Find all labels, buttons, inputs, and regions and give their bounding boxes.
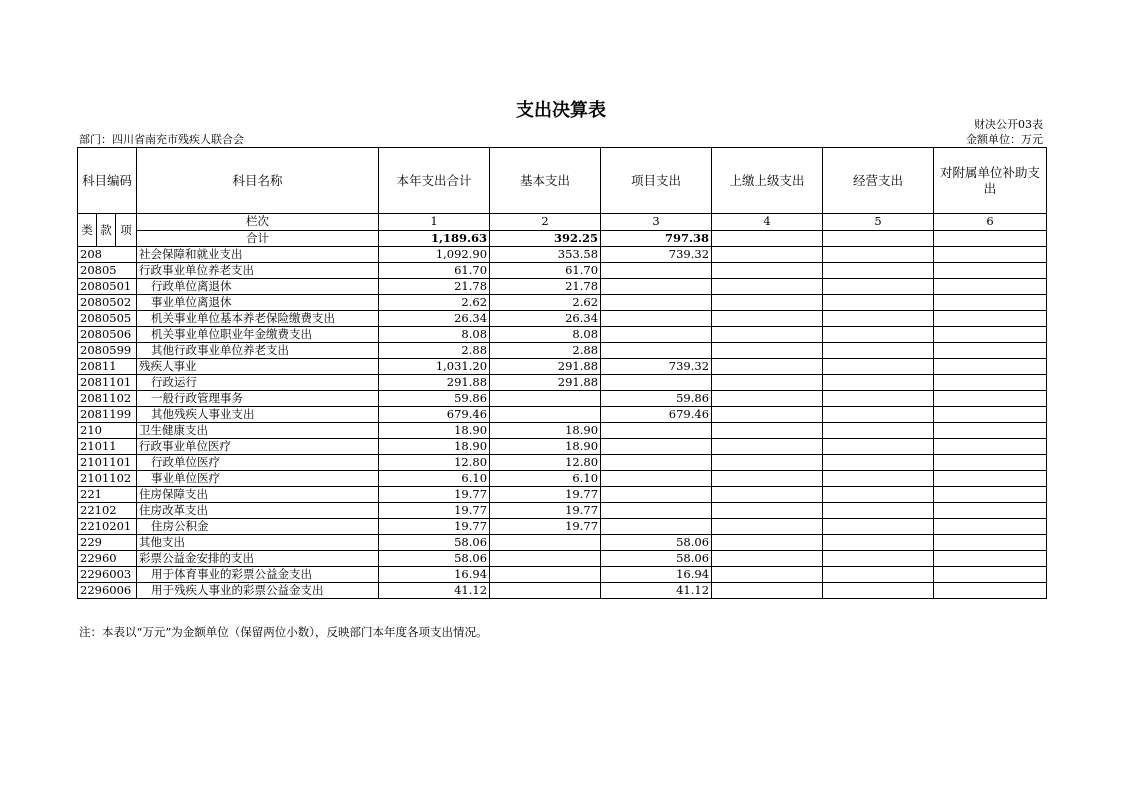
row-subsidiary xyxy=(934,359,1047,375)
column-number: 2 xyxy=(490,214,601,231)
header-project: 项目支出 xyxy=(601,148,712,214)
table-row xyxy=(78,375,1047,391)
row-code: 210 xyxy=(78,423,137,439)
row-project xyxy=(601,295,712,311)
row-subsidiary xyxy=(934,263,1047,279)
total-row xyxy=(78,230,1047,247)
table-row xyxy=(78,279,1047,295)
table-row xyxy=(78,359,1047,375)
table-row xyxy=(78,519,1047,535)
row-basic: 291.88 xyxy=(490,375,601,391)
row-code: 2080599 xyxy=(78,343,137,359)
row-subsidiary xyxy=(934,503,1047,519)
row-business xyxy=(823,359,934,375)
row-subsidiary xyxy=(934,583,1047,599)
row-total: 26.34 xyxy=(379,311,490,327)
row-code: 208 xyxy=(78,247,137,263)
header-kuan: 款 xyxy=(97,214,116,247)
row-business xyxy=(823,551,934,567)
row-total: 18.90 xyxy=(379,439,490,455)
row-code: 20805 xyxy=(78,263,137,279)
column-number: 3 xyxy=(601,214,712,231)
footnote: 注：本表以“万元”为金额单位（保留两位小数），反映部门本年度各项支出情况。 xyxy=(79,625,488,639)
row-upper xyxy=(712,407,823,423)
column-number-row xyxy=(78,214,1047,231)
row-business xyxy=(823,583,934,599)
row-business xyxy=(823,423,934,439)
row-project: 16.94 xyxy=(601,567,712,583)
row-code: 21011 xyxy=(78,439,137,455)
row-upper xyxy=(712,391,823,407)
row-project xyxy=(601,487,712,503)
row-subsidiary xyxy=(934,375,1047,391)
row-name: 事业单位医疗 xyxy=(137,471,379,487)
row-business xyxy=(823,343,934,359)
column-number: 4 xyxy=(712,214,823,231)
row-basic xyxy=(490,583,601,599)
row-upper xyxy=(712,535,823,551)
row-upper xyxy=(712,519,823,535)
row-code: 2081102 xyxy=(78,391,137,407)
row-business xyxy=(823,455,934,471)
row-name: 行政事业单位医疗 xyxy=(137,439,379,455)
row-code: 229 xyxy=(78,535,137,551)
row-business xyxy=(823,391,934,407)
table-row xyxy=(78,391,1047,407)
row-subsidiary xyxy=(934,567,1047,583)
header-business: 经营支出 xyxy=(823,148,934,214)
row-total: 16.94 xyxy=(379,567,490,583)
row-business xyxy=(823,407,934,423)
row-basic: 19.77 xyxy=(490,487,601,503)
total-project: 797.38 xyxy=(601,230,712,247)
row-code: 22102 xyxy=(78,503,137,519)
table-row xyxy=(78,487,1047,503)
table-row xyxy=(78,407,1047,423)
row-project xyxy=(601,279,712,295)
row-total: 59.86 xyxy=(379,391,490,407)
row-total: 19.77 xyxy=(379,487,490,503)
row-total: 58.06 xyxy=(379,535,490,551)
table-row xyxy=(78,439,1047,455)
row-basic: 61.70 xyxy=(490,263,601,279)
table-row xyxy=(78,311,1047,327)
row-upper xyxy=(712,279,823,295)
row-business xyxy=(823,327,934,343)
row-subsidiary xyxy=(934,439,1047,455)
row-code: 2080502 xyxy=(78,295,137,311)
table-row xyxy=(78,551,1047,567)
row-subsidiary xyxy=(934,391,1047,407)
row-basic: 8.08 xyxy=(490,327,601,343)
row-name: 住房保障支出 xyxy=(137,487,379,503)
row-name: 卫生健康支出 xyxy=(137,423,379,439)
row-name: 用于体育事业的彩票公益金支出 xyxy=(137,567,379,583)
row-name: 机关事业单位职业年金缴费支出 xyxy=(137,327,379,343)
row-upper xyxy=(712,295,823,311)
row-upper xyxy=(712,455,823,471)
header-code: 科目编码 xyxy=(78,148,137,214)
unit-label: 金额单位：万元 xyxy=(966,133,1043,146)
row-total: 61.70 xyxy=(379,263,490,279)
table-row xyxy=(78,247,1047,263)
row-business xyxy=(823,375,934,391)
row-upper xyxy=(712,311,823,327)
row-basic xyxy=(490,391,601,407)
row-total: 291.88 xyxy=(379,375,490,391)
row-total: 21.78 xyxy=(379,279,490,295)
row-total: 18.90 xyxy=(379,423,490,439)
row-basic: 291.88 xyxy=(490,359,601,375)
row-basic: 19.77 xyxy=(490,519,601,535)
row-name: 社会保障和就业支出 xyxy=(137,247,379,263)
row-basic: 2.88 xyxy=(490,343,601,359)
row-upper xyxy=(712,439,823,455)
row-project xyxy=(601,263,712,279)
row-business xyxy=(823,519,934,535)
page-title: 支出决算表 xyxy=(516,100,606,121)
header-basic: 基本支出 xyxy=(490,148,601,214)
total-amount: 1,189.63 xyxy=(379,230,490,247)
row-code: 2210201 xyxy=(78,519,137,535)
row-total: 1,092.90 xyxy=(379,247,490,263)
row-project: 739.32 xyxy=(601,247,712,263)
row-name: 事业单位离退休 xyxy=(137,295,379,311)
row-subsidiary xyxy=(934,423,1047,439)
row-total: 1,031.20 xyxy=(379,359,490,375)
row-business xyxy=(823,247,934,263)
total-basic: 392.25 xyxy=(490,230,601,247)
form-number: 财决公开03表 xyxy=(974,118,1043,131)
row-name: 其他残疾人事业支出 xyxy=(137,407,379,423)
table-row xyxy=(78,455,1047,471)
total-business xyxy=(823,230,934,247)
row-code: 20811 xyxy=(78,359,137,375)
table-row xyxy=(78,567,1047,583)
row-business xyxy=(823,263,934,279)
row-business xyxy=(823,567,934,583)
row-project xyxy=(601,343,712,359)
row-project xyxy=(601,503,712,519)
header-upper: 上缴上级支出 xyxy=(712,148,823,214)
row-total: 679.46 xyxy=(379,407,490,423)
header-row xyxy=(78,148,1047,214)
row-basic: 6.10 xyxy=(490,471,601,487)
row-business xyxy=(823,311,934,327)
row-basic xyxy=(490,551,601,567)
row-subsidiary xyxy=(934,407,1047,423)
row-code: 2296003 xyxy=(78,567,137,583)
row-code: 221 xyxy=(78,487,137,503)
table-row xyxy=(78,583,1047,599)
row-basic: 19.77 xyxy=(490,503,601,519)
row-business xyxy=(823,471,934,487)
row-subsidiary xyxy=(934,551,1047,567)
table-row xyxy=(78,423,1047,439)
row-basic xyxy=(490,407,601,423)
row-project xyxy=(601,455,712,471)
row-total: 41.12 xyxy=(379,583,490,599)
row-upper xyxy=(712,343,823,359)
row-basic: 2.62 xyxy=(490,295,601,311)
row-name: 住房公积金 xyxy=(137,519,379,535)
header-xiang: 项 xyxy=(116,214,137,247)
row-code: 2080505 xyxy=(78,311,137,327)
column-number: 1 xyxy=(379,214,490,231)
row-project: 739.32 xyxy=(601,359,712,375)
total-label: 合计 xyxy=(137,230,379,247)
row-total: 12.80 xyxy=(379,455,490,471)
table-row xyxy=(78,327,1047,343)
header-name: 科目名称 xyxy=(137,148,379,214)
row-subsidiary xyxy=(934,295,1047,311)
row-project xyxy=(601,327,712,343)
row-code: 2081101 xyxy=(78,375,137,391)
row-name: 一般行政管理事务 xyxy=(137,391,379,407)
table-row xyxy=(78,535,1047,551)
row-subsidiary xyxy=(934,487,1047,503)
lanci-label: 栏次 xyxy=(137,214,379,231)
row-upper xyxy=(712,423,823,439)
row-code: 2080501 xyxy=(78,279,137,295)
row-project xyxy=(601,471,712,487)
row-name: 用于残疾人事业的彩票公益金支出 xyxy=(137,583,379,599)
row-code: 22960 xyxy=(78,551,137,567)
row-upper xyxy=(712,471,823,487)
row-name: 行政事业单位养老支出 xyxy=(137,263,379,279)
row-code: 2081199 xyxy=(78,407,137,423)
row-basic: 12.80 xyxy=(490,455,601,471)
row-total: 19.77 xyxy=(379,519,490,535)
row-basic xyxy=(490,567,601,583)
row-basic: 18.90 xyxy=(490,439,601,455)
row-name: 机关事业单位基本养老保险缴费支出 xyxy=(137,311,379,327)
row-upper xyxy=(712,583,823,599)
row-project xyxy=(601,311,712,327)
row-basic: 26.34 xyxy=(490,311,601,327)
row-subsidiary xyxy=(934,455,1047,471)
row-business xyxy=(823,279,934,295)
row-subsidiary xyxy=(934,343,1047,359)
row-subsidiary xyxy=(934,535,1047,551)
row-total: 2.88 xyxy=(379,343,490,359)
row-subsidiary xyxy=(934,327,1047,343)
row-upper xyxy=(712,263,823,279)
row-project xyxy=(601,375,712,391)
column-number: 6 xyxy=(934,214,1047,231)
row-business xyxy=(823,439,934,455)
row-business xyxy=(823,503,934,519)
row-name: 行政单位医疗 xyxy=(137,455,379,471)
row-code: 2101102 xyxy=(78,471,137,487)
row-code: 2101101 xyxy=(78,455,137,471)
total-upper xyxy=(712,230,823,247)
row-basic: 18.90 xyxy=(490,423,601,439)
row-project: 59.86 xyxy=(601,391,712,407)
row-upper xyxy=(712,359,823,375)
row-upper xyxy=(712,487,823,503)
row-name: 其他行政事业单位养老支出 xyxy=(137,343,379,359)
row-project: 58.06 xyxy=(601,551,712,567)
header-subsidiary: 对附属单位补助支出 xyxy=(934,148,1047,214)
row-project xyxy=(601,423,712,439)
row-upper xyxy=(712,327,823,343)
row-code: 2080506 xyxy=(78,327,137,343)
row-name: 彩票公益金安排的支出 xyxy=(137,551,379,567)
total-subsidiary xyxy=(934,230,1047,247)
row-name: 其他支出 xyxy=(137,535,379,551)
expenditure-table xyxy=(77,147,1047,599)
table-row xyxy=(78,263,1047,279)
row-upper xyxy=(712,551,823,567)
row-code: 2296006 xyxy=(78,583,137,599)
row-name: 行政单位离退休 xyxy=(137,279,379,295)
row-name: 残疾人事业 xyxy=(137,359,379,375)
row-total: 6.10 xyxy=(379,471,490,487)
row-total: 8.08 xyxy=(379,327,490,343)
table-row xyxy=(78,503,1047,519)
table-row xyxy=(78,343,1047,359)
row-business xyxy=(823,487,934,503)
row-total: 2.62 xyxy=(379,295,490,311)
row-name: 住房改革支出 xyxy=(137,503,379,519)
row-upper xyxy=(712,247,823,263)
table-row xyxy=(78,295,1047,311)
table-row xyxy=(78,471,1047,487)
row-subsidiary xyxy=(934,247,1047,263)
row-subsidiary xyxy=(934,279,1047,295)
row-subsidiary xyxy=(934,519,1047,535)
row-upper xyxy=(712,503,823,519)
row-total: 19.77 xyxy=(379,503,490,519)
department-label: 部门：四川省南充市残疾人联合会 xyxy=(79,133,244,146)
row-project: 41.12 xyxy=(601,583,712,599)
row-total: 58.06 xyxy=(379,551,490,567)
row-project xyxy=(601,439,712,455)
row-basic: 353.58 xyxy=(490,247,601,263)
row-basic xyxy=(490,535,601,551)
header-total: 本年支出合计 xyxy=(379,148,490,214)
row-subsidiary xyxy=(934,311,1047,327)
row-upper xyxy=(712,375,823,391)
row-name: 行政运行 xyxy=(137,375,379,391)
row-business xyxy=(823,535,934,551)
row-project: 58.06 xyxy=(601,535,712,551)
row-subsidiary xyxy=(934,471,1047,487)
column-number: 5 xyxy=(823,214,934,231)
row-basic: 21.78 xyxy=(490,279,601,295)
header-lei: 类 xyxy=(78,214,97,247)
row-business xyxy=(823,295,934,311)
row-project xyxy=(601,519,712,535)
row-upper xyxy=(712,567,823,583)
row-project: 679.46 xyxy=(601,407,712,423)
